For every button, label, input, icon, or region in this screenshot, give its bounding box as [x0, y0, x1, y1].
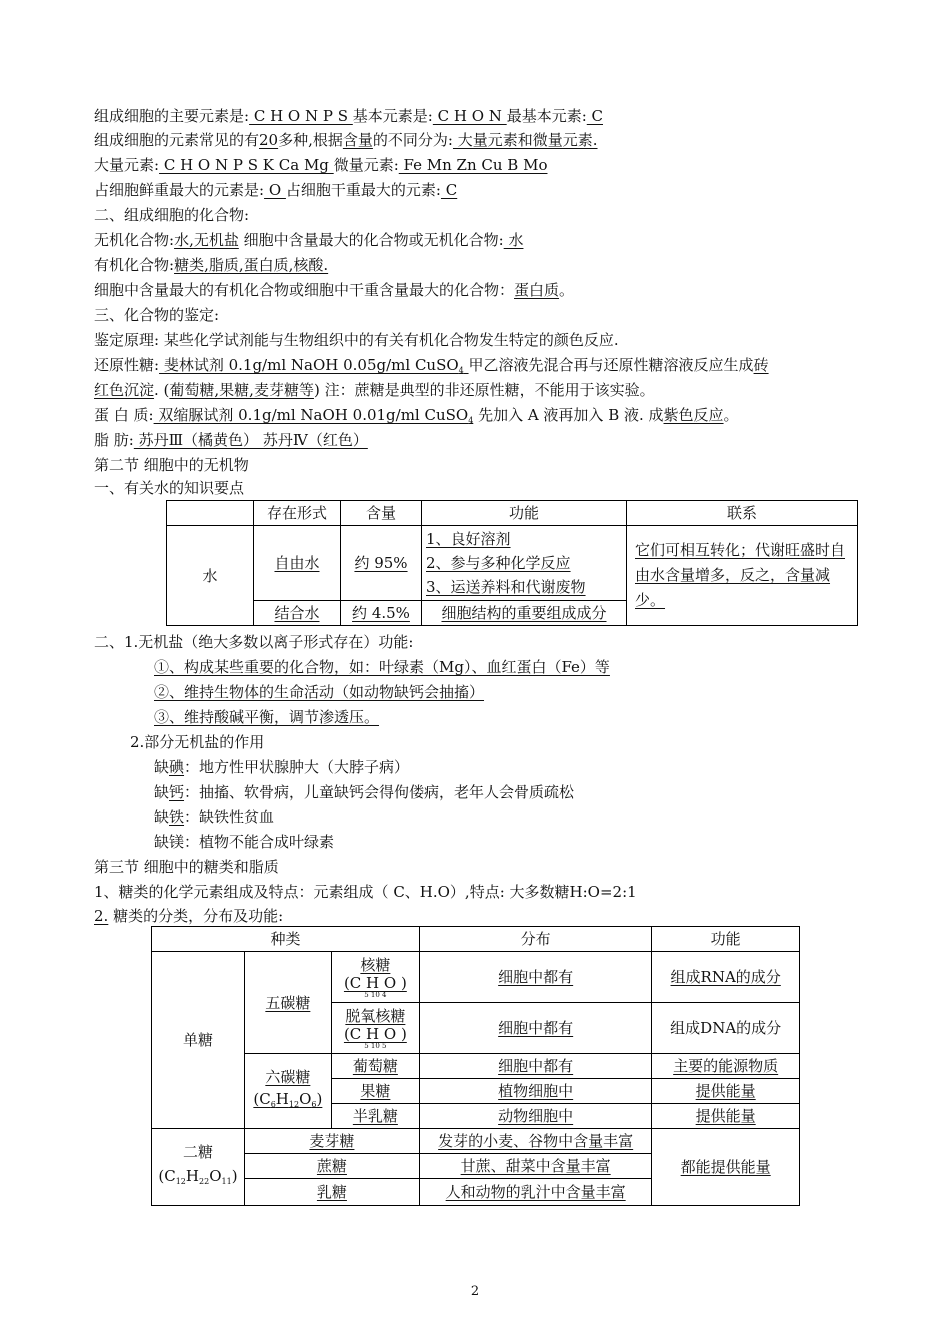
text: ): [316, 1090, 323, 1108]
sugar-table: [151, 926, 800, 1206]
row-label: 水: [167, 526, 254, 626]
text: 乳糖: [316, 1183, 347, 1201]
fat-test-line: [94, 430, 368, 450]
text: O: [299, 1090, 312, 1108]
table-cell: [254, 601, 341, 626]
table-row: [152, 1129, 800, 1154]
subscript: 5 10 5: [364, 1042, 387, 1050]
table-cell: [419, 1154, 651, 1179]
text: 它们可相互转化；代谢旺盛时自由水含量增多，反之，含量减少。: [635, 541, 846, 609]
answer: 苏丹Ⅲ（橘黄色） 苏丹Ⅳ（红色）: [133, 431, 368, 449]
text: 糖类的分类，分布及功能:: [108, 907, 284, 925]
text: (C: [158, 1167, 176, 1185]
table-cell: [422, 601, 627, 626]
text: H: [185, 1167, 199, 1185]
list-item: [154, 782, 574, 802]
answer: Fe Mn Zn Cu B Mo: [398, 156, 548, 174]
table-cell: [341, 601, 422, 626]
text: 无机化合物:: [94, 231, 175, 249]
text: 还原性糖:: [94, 356, 160, 374]
table-cell: [419, 1179, 651, 1206]
subscript: 22: [199, 1177, 210, 1186]
text: 五碳糖: [265, 993, 311, 1012]
text: ③、维持酸碱平衡，调节渗透压。: [154, 708, 380, 726]
text: 提供能量: [695, 1107, 756, 1125]
text: ②、维持生物体的生命活动（如动物缺钙会抽搐）: [154, 683, 485, 701]
text: 3、运送养料和代谢废物: [426, 578, 586, 596]
subscript: 4: [458, 366, 464, 375]
table-header: 含量: [341, 501, 422, 526]
text: ：缺铁性贫血: [184, 808, 275, 826]
text: 有机化合物:: [94, 256, 175, 274]
text: 钙: [169, 783, 185, 801]
list-item: [154, 707, 379, 727]
text: 结合水: [274, 604, 320, 622]
table-cell: [331, 1079, 419, 1104]
answer: C H O N P S: [249, 107, 353, 125]
text: 植物细胞中: [498, 1082, 574, 1100]
text: 脱氧核糖: [345, 1007, 406, 1025]
organic-line: [94, 255, 328, 275]
text: 自由水: [274, 554, 320, 572]
text: 多种,根据: [278, 131, 343, 149]
text: 组成细胞的元素常见的有: [94, 131, 260, 149]
subscript: 12: [175, 1177, 186, 1186]
text: ：抽搐、软骨病，儿童缺钙会得佝偻病，老年人会骨质疏松: [184, 783, 575, 801]
reducing-sugar-line-2: [94, 380, 655, 400]
subscript: 4: [468, 416, 474, 425]
paragraph: 1、糖类的化学元素组成及特点：元素组成（ C、H.O）,特点: 大多数糖H:O=2:1: [94, 883, 637, 901]
table-header: 分布: [419, 927, 651, 952]
section-heading: 第二节 细胞中的无机物: [94, 456, 249, 474]
category-cell: 单糖: [152, 952, 245, 1129]
table-cell: [652, 1079, 800, 1104]
page-number: 2: [470, 1284, 480, 1299]
answer: 糖类,脂质,蛋白质,核酸.: [174, 256, 329, 274]
text: 1、良好溶剂: [426, 530, 511, 548]
text: 六碳糖: [265, 1068, 311, 1086]
table-cell: [244, 1154, 419, 1179]
text: 。: [723, 406, 739, 424]
text: 发芽的小麦、谷物中含量丰富: [438, 1132, 634, 1150]
text: ) 注：蔗糖是典型的非还原性糖，不能用于该实验。: [313, 381, 655, 399]
table-cell: [627, 526, 858, 626]
subscript: 12: [288, 1100, 300, 1109]
text: 主要的能源物质: [673, 1057, 779, 1075]
table-cell: [331, 952, 419, 1003]
answer: C: [440, 181, 458, 199]
section-heading: 二、组成细胞的化合物:: [94, 206, 250, 224]
answer: O: [264, 181, 286, 199]
answer: [159, 356, 468, 374]
text: 占细胞鲜重最大的元素是:: [94, 181, 265, 199]
main-elements-line: [94, 106, 603, 126]
formula: [156, 1164, 240, 1194]
protein-line: [94, 280, 574, 300]
table-row: [167, 501, 858, 526]
text: 蔗糖: [316, 1157, 347, 1175]
table-cell: [167, 501, 254, 526]
table-row: [152, 1054, 800, 1079]
answer: C: [586, 107, 603, 125]
text: 铁: [169, 808, 185, 826]
table-row: [167, 526, 858, 601]
text: (C: [253, 1090, 271, 1108]
text: 半乳糖: [352, 1107, 398, 1125]
answer: 葡萄糖,果糖,麦芽糖等: [169, 381, 314, 399]
table-cell: [652, 1129, 800, 1206]
list-item: 缺镁：植物不能合成叶绿素: [154, 833, 335, 851]
text: 麦芽糖: [309, 1132, 355, 1150]
text: O: [209, 1167, 222, 1185]
text: 组成细胞的主要元素是:: [94, 107, 250, 125]
text: 缺: [154, 808, 170, 826]
text: 组成RNA的成分: [670, 968, 781, 986]
text: 人和动物的乳汁中含量丰富: [445, 1183, 626, 1201]
table-cell: [419, 1003, 651, 1054]
list-item: [154, 657, 610, 677]
text: 甲乙溶液先混合再与还原性糖溶液反应生成: [468, 356, 754, 374]
table-header: 联系: [627, 501, 858, 526]
answer: 蛋白质: [514, 281, 560, 299]
inorganic-line: [94, 230, 523, 250]
text: 细胞中都有: [498, 968, 574, 986]
category-cell: [152, 1129, 245, 1206]
text: 基本元素是:: [352, 107, 433, 125]
text: 最基本元素:: [506, 107, 587, 125]
answer: 水,无机盐: [174, 231, 239, 249]
text: 2.: [94, 907, 109, 925]
text: 蛋 白 质:: [94, 406, 154, 424]
table-cell: [341, 526, 422, 601]
table-cell: [652, 952, 800, 1003]
answer: 紫色反应: [663, 406, 724, 424]
text: 动物细胞中: [498, 1107, 574, 1125]
table-cell: [652, 1104, 800, 1129]
text: 提供能量: [695, 1082, 756, 1100]
text: 的不同分为:: [372, 131, 453, 149]
text: ：地方性甲状腺肿大（大脖子病）: [184, 758, 410, 776]
list-item: [154, 757, 409, 777]
weight-element-line: [94, 180, 457, 200]
text: 组成DNA的成分: [670, 1019, 782, 1037]
table-cell: [652, 1003, 800, 1054]
table-row: [152, 952, 800, 1003]
text: 先加入 A 液再加入 B 液. 成: [473, 406, 664, 424]
table-cell: [652, 1054, 800, 1079]
table-header: 功能: [422, 501, 627, 526]
text: 占细胞干重最大的元素:: [285, 181, 441, 199]
section-heading: 三、化合物的鉴定:: [94, 306, 220, 324]
text: 葡萄糖: [352, 1057, 398, 1075]
table-header: 功能: [652, 927, 800, 952]
table-cell: [419, 1079, 651, 1104]
answer: 20: [259, 131, 279, 149]
table-row: [152, 927, 800, 952]
macro-micro-line: [94, 155, 547, 175]
text: 二糖: [182, 1143, 213, 1161]
table-cell: [244, 1054, 331, 1129]
text: 果糖: [360, 1082, 391, 1100]
text: 细胞中含量最大的有机化合物或细胞中干重含量最大的化合物：: [94, 281, 515, 299]
text: 碘: [169, 758, 185, 776]
answer: 水: [503, 231, 524, 249]
subscript: 11: [221, 1177, 232, 1186]
answer: 含量: [342, 131, 373, 149]
table-cell: [419, 1104, 651, 1129]
table-cell: [422, 526, 627, 601]
text: 缺: [154, 758, 170, 776]
answer: C H O N: [432, 107, 507, 125]
text: 缺: [154, 783, 170, 801]
table-cell: [244, 1129, 419, 1154]
principle-line: 鉴定原理: 某些化学试剂能与生物组织中的有关有机化合物发生特定的颜色反应.: [94, 331, 619, 349]
text: 双缩脲试剂 0.1g/ml NaOH 0.01g/ml CuSO: [153, 406, 469, 424]
subsection-heading: [94, 906, 283, 926]
table-cell: [244, 1179, 419, 1206]
answer: 红色沉淀: [94, 381, 155, 399]
text: 细胞中都有: [498, 1057, 574, 1075]
subsection-heading: 一、有关水的知识要点: [94, 479, 245, 497]
answer: 砖: [753, 356, 769, 374]
subsection-heading: 二、1.无机盐（绝大多数以离子形式存在）功能:: [94, 633, 414, 651]
water-table: [166, 500, 858, 626]
table-cell: [331, 1104, 419, 1129]
answer: [154, 406, 474, 424]
text: 都能提供能量: [680, 1158, 771, 1176]
text: 细胞中含量最大的化合物或无机化合物:: [238, 231, 504, 249]
table-header: 种类: [152, 927, 420, 952]
text: ): [231, 1167, 238, 1185]
answer: 大量元素和微量元素.: [452, 131, 598, 149]
text: 核糖: [360, 956, 391, 974]
table-cell: [419, 1054, 651, 1079]
text: 大量元素:: [94, 156, 160, 174]
formula: [249, 1088, 327, 1116]
table-cell: [331, 1054, 419, 1079]
list-item: [154, 682, 484, 702]
list-item: [154, 807, 274, 827]
element-count-line: [94, 130, 598, 150]
text: 细胞结构的重要组成成分: [441, 604, 607, 622]
text: 2、参与多种化学反应: [426, 554, 571, 572]
section-heading: 第三节 细胞中的糖类和脂质: [94, 858, 279, 876]
table-header: 存在形式: [254, 501, 341, 526]
answer: C H O N P S K Ca Mg: [159, 156, 334, 174]
text: 甘蔗、甜菜中含量丰富: [460, 1157, 611, 1175]
formula: (C H O ): [343, 1025, 407, 1043]
text: 脂 肪:: [94, 431, 134, 449]
subscript: 5 10 4: [364, 991, 387, 999]
text: H: [275, 1090, 289, 1108]
table-cell: [331, 1003, 419, 1054]
table-cell: [419, 952, 651, 1003]
text: 细胞中都有: [498, 1019, 574, 1037]
formula: (C H O ): [343, 974, 407, 992]
text: 斐林试剂 0.1g/ml NaOH 0.05g/ml CuSO: [159, 356, 459, 374]
text: ①、构成某些重要的化合物，如：叶绿素（Mg）、血红蛋白（Fe）等: [154, 658, 610, 676]
subsection-heading: 2.部分无机盐的作用: [130, 733, 265, 751]
text: 约 95%: [354, 554, 408, 572]
subscript: 6: [270, 1100, 276, 1109]
text: 。: [559, 281, 575, 299]
text: . (: [154, 381, 170, 399]
text: 约 4.5%: [352, 604, 410, 622]
text: 微量元素:: [333, 156, 399, 174]
table-cell: [254, 526, 341, 601]
table-cell: [419, 1129, 651, 1154]
reducing-sugar-line: [94, 355, 769, 381]
protein-test-line: [94, 405, 739, 431]
table-cell: [244, 952, 331, 1054]
subscript: 6: [311, 1100, 317, 1109]
